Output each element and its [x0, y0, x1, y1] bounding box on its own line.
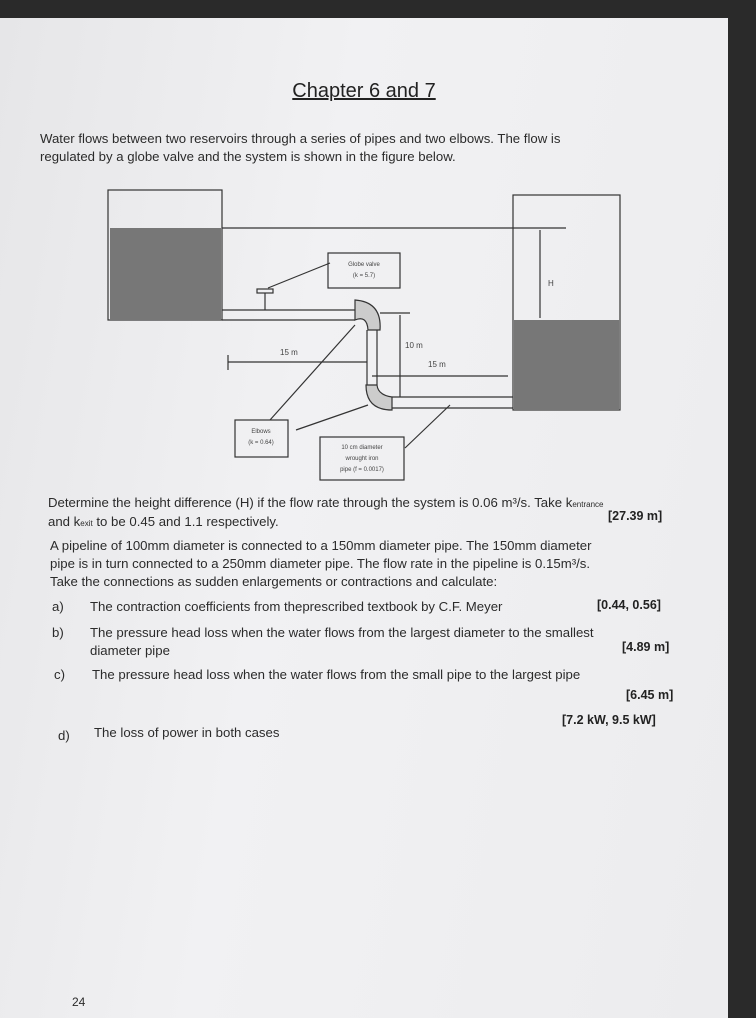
- q2-line-2: pipe is in turn connected to a 250mm diameter pipe. The flow rate in the pipeline is 0.15m³/s.: [50, 556, 591, 571]
- globe-valve-label: Globe valve: [348, 262, 380, 268]
- globe-valve-k: (k = 5.7): [352, 273, 376, 279]
- item-a-letter: a): [52, 599, 64, 614]
- pipe-label-3: pipe (f = 0.0017): [340, 467, 384, 473]
- item-a-text: The contraction coefficients from theprescribed textbook by C.F. Meyer: [90, 599, 503, 614]
- elbows-k: (k = 0.64): [248, 440, 274, 446]
- item-d-text: The loss of power in both cases: [94, 725, 280, 740]
- dim-right-label: 15 m: [428, 360, 446, 369]
- page-title: Chapter 6 and 7: [292, 80, 436, 102]
- right-water: [514, 320, 619, 410]
- height-label: H: [548, 279, 554, 288]
- item-c-text: The pressure head loss when the water flows from the small pipe to the largest pipe: [92, 667, 581, 682]
- q2-line-3: Take the connections as sudden enlargements or contractions and calculate:: [50, 574, 498, 589]
- pipe-label-2: wrought iron: [345, 456, 379, 462]
- item-c-letter: c): [54, 667, 65, 682]
- item-b-text-2: diameter pipe: [90, 643, 170, 658]
- elbows-label: Elbows: [251, 429, 271, 435]
- left-water: [110, 228, 221, 320]
- page-number: 24: [72, 995, 86, 1009]
- q2-line-1: A pipeline of 100mm diameter is connected to a 150mm diameter pipe. The 150mm diameter: [50, 538, 592, 553]
- item-a-answer: [0.44, 0.56]: [597, 598, 661, 612]
- q1-answer: [27.39 m]: [608, 509, 663, 523]
- intro-line-1: Water flows between two reservoirs through a series of pipes and two elbows. The flow is: [40, 131, 561, 146]
- q1-line-2: and kexit to be 0.45 and 1.1 respectively.: [48, 514, 279, 529]
- intro-line-2: regulated by a globe valve and the system is shown in the figure below.: [40, 149, 456, 164]
- dim-left-label: 15 m: [280, 348, 298, 357]
- item-d-letter: d): [58, 728, 70, 743]
- item-d-answer: [7.2 kW, 9.5 kW]: [562, 713, 656, 727]
- item-b-text: The pressure head loss when the water flows from the largest diameter to the smallest: [90, 625, 594, 640]
- item-c-answer: [6.45 m]: [626, 688, 674, 702]
- item-b-answer: [4.89 m]: [622, 640, 670, 654]
- q1-line-1: Determine the height difference (H) if the flow rate through the system is 0.06 m³/s. Take kentrance: [48, 495, 604, 510]
- item-b-letter: b): [52, 625, 64, 640]
- pipe-label-1: 10 cm diameter: [341, 445, 383, 451]
- dim-vertical-label: 10 m: [405, 341, 423, 350]
